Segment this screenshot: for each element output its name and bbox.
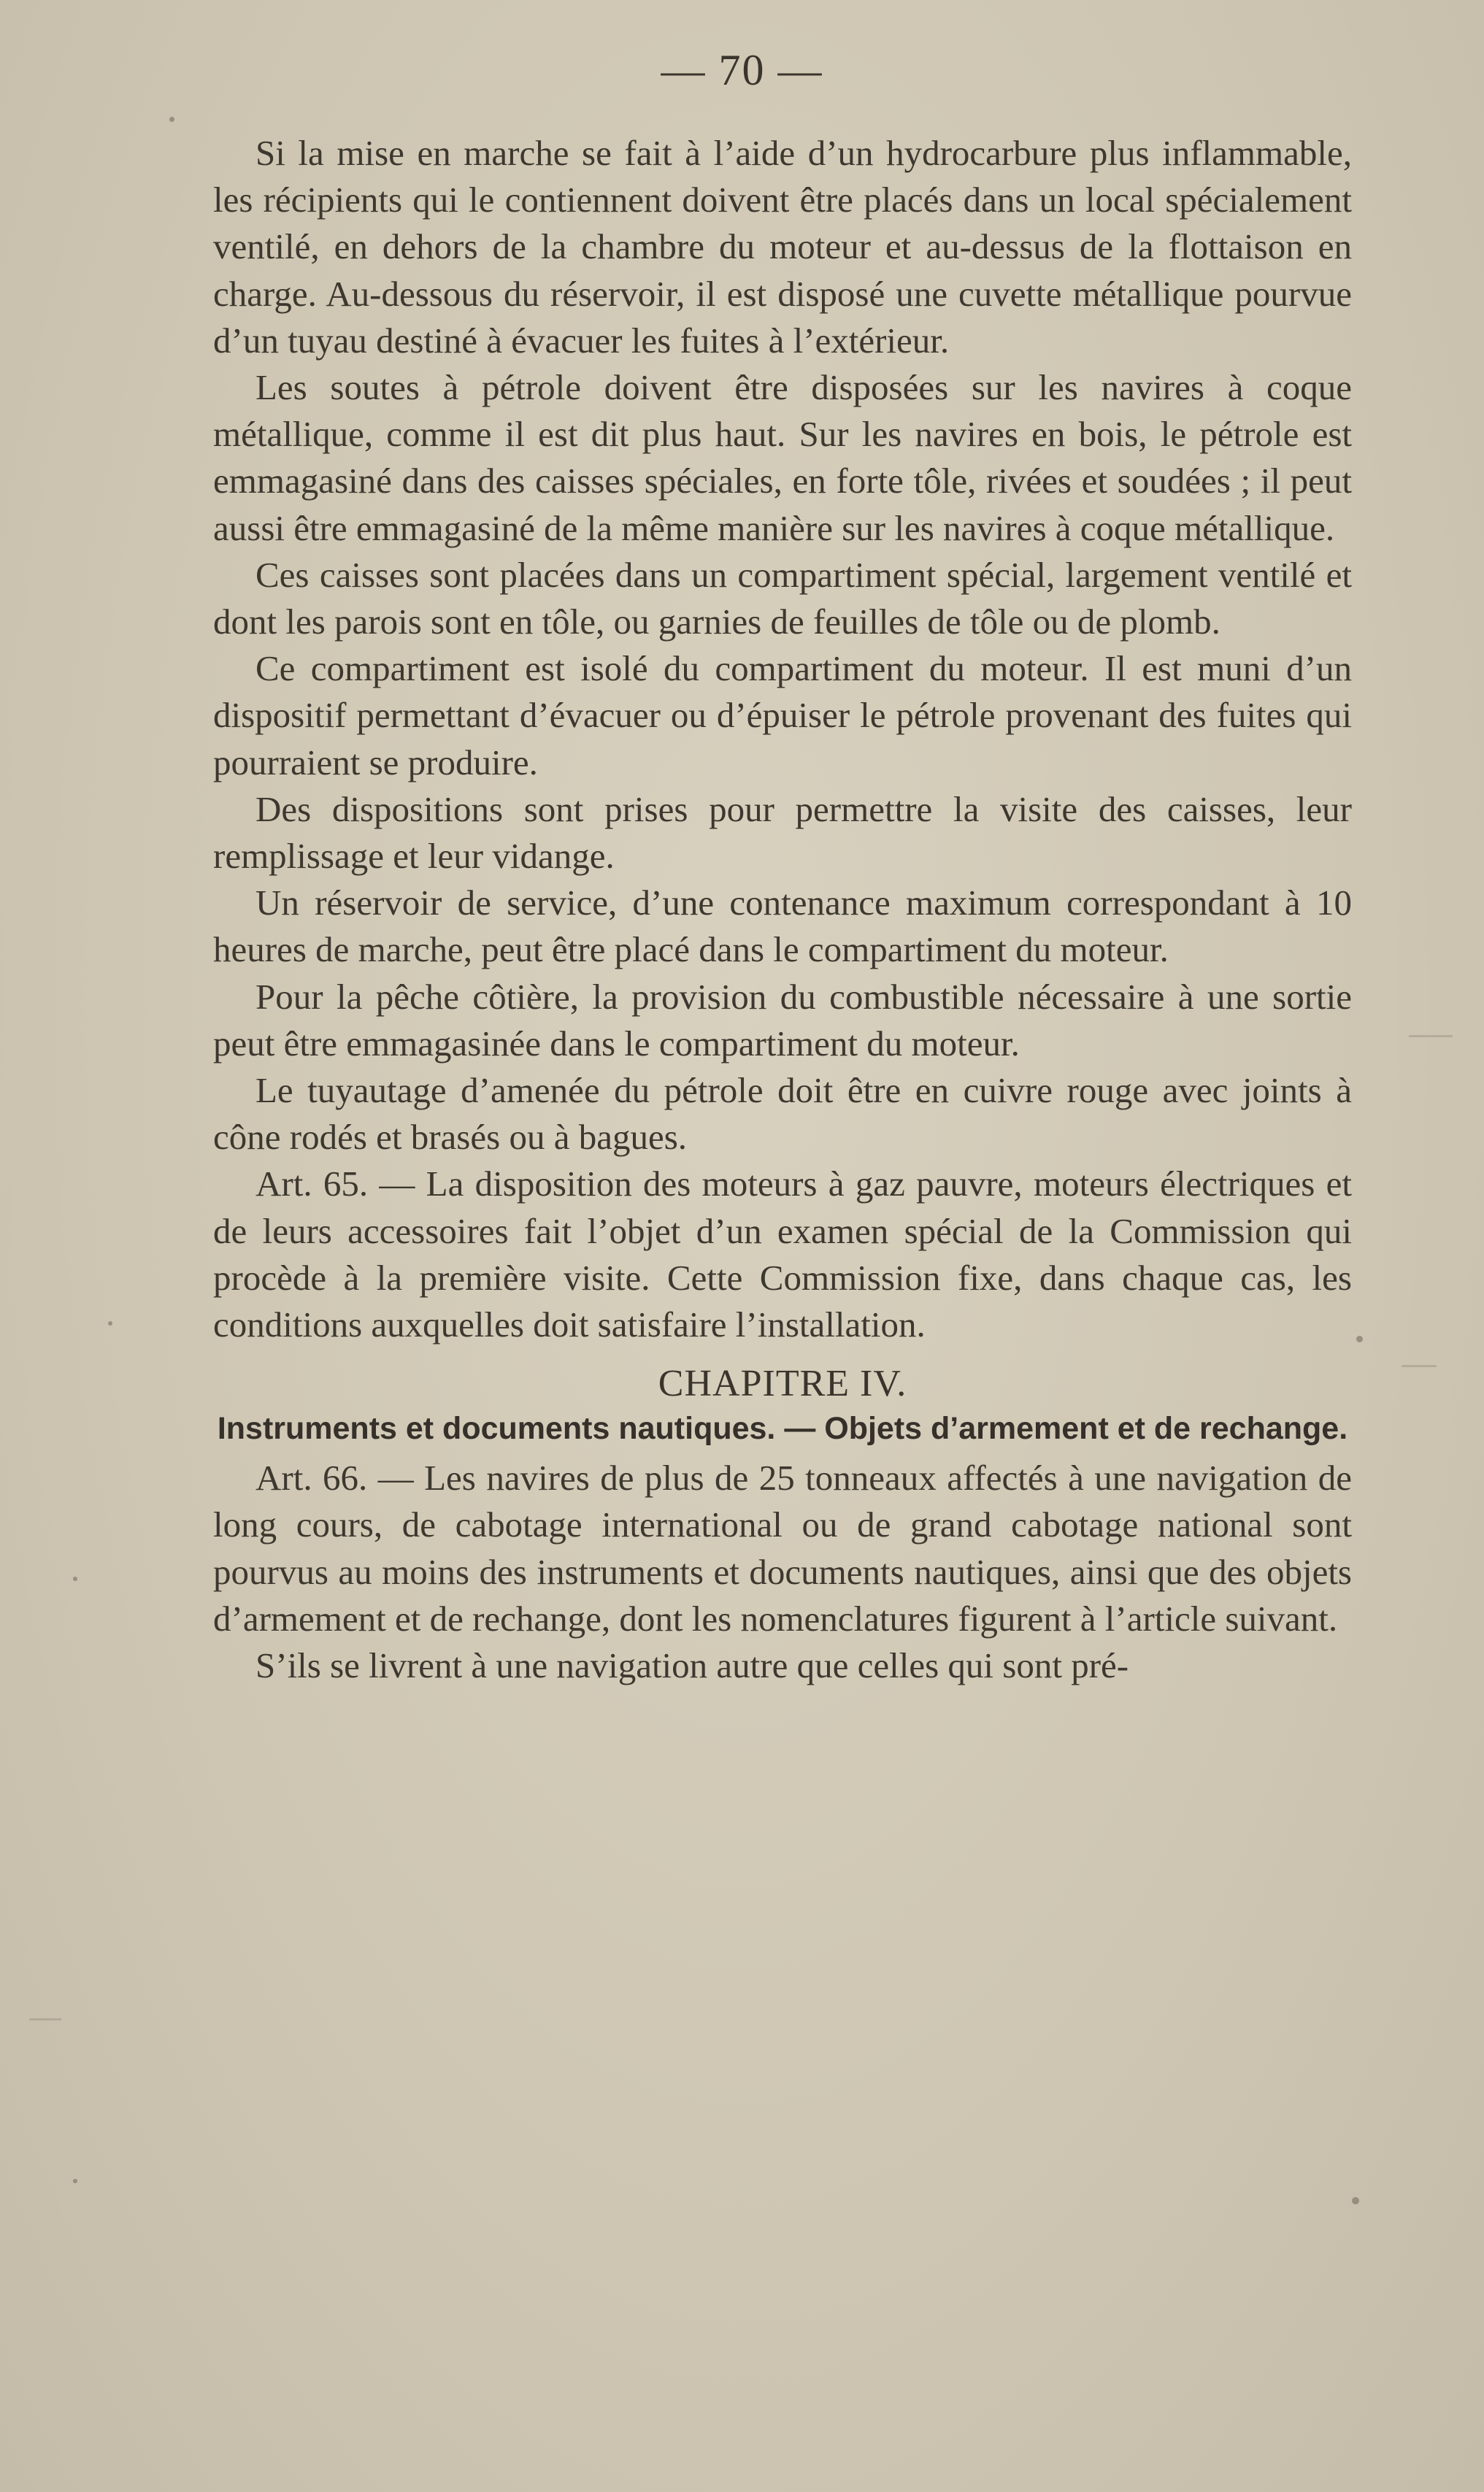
paragraph: Un réservoir de service, d’une contenance maximum correspondant à 10 heures de marche, peut être placé dans le compartiment du moteur. xyxy=(213,882,1352,970)
article-66: Art. 66. — Les navires de plus de 25 tonneaux affectés à une navigation de long cours, de cabotage international ou de grand cabotage national sont pourvus au moins des instruments et documents nautiques, ainsi que des objets d’armement et de rechange, dont les nomenclatures figurent à l’article suivant. xyxy=(213,1458,1352,1639)
page-number: — 70 — xyxy=(661,46,823,94)
paper-scuff xyxy=(1402,1365,1437,1367)
article-65: Art. 65. — La disposition des moteurs à gaz pauvre, moteurs électriques et de leurs accessoires fait l’objet d’un examen spécial de la Commission qui procède à la première visite. Cette Commission fixe, dans chaque cas, les conditions auxquelles doit satisfaire l’installation. xyxy=(213,1164,1352,1345)
paper-scuff xyxy=(1409,1035,1453,1037)
paragraph: Si la mise en marche se fait à l’aide d’un hydrocarbure plus inflammable, les récipients qui le contiennent doivent être placés dans un local spécialement ventilé, en dehors de la chambre du moteur et au-dessus de la flottaison en charge. Au-dessous du réservoir, il est disposé une cuvette métallique pourvue d’un tuyau destiné à évacuer les fuites à l’extérieur. xyxy=(213,133,1352,361)
paper-speck xyxy=(108,1321,112,1326)
chapter-heading: CHAPITRE IV. xyxy=(658,1363,907,1405)
paper-scuff xyxy=(29,2018,61,2020)
paper-speck xyxy=(1356,1336,1363,1342)
paragraph: Ces caisses sont placées dans un compartiment spécial, largement ventilé et dont les parois sont en tôle, ou garnies de feuilles de tôle ou de plomb. xyxy=(213,554,1352,642)
paragraph: Pour la pêche côtière, la provision du combustible nécessaire à une sortie peut être emmagasinée dans le compartiment du moteur. xyxy=(213,976,1352,1064)
paper-speck xyxy=(1352,2197,1359,2204)
body-text xyxy=(213,130,1352,1689)
paragraph: Le tuyautage d’amenée du pétrole doit être en cuivre rouge avec joints à cône rodés et brasés ou à bagues. xyxy=(213,1070,1352,1158)
paragraph: Des dispositions sont prises pour permettre la visite des caisses, leur remplissage et leur vidange. xyxy=(213,788,1352,877)
paragraph: Ce compartiment est isolé du compartiment du moteur. Il est muni d’un dispositif permettant d’évacuer ou d’épuiser le pétrole provenant des fuites qui pourraient se produire. xyxy=(213,648,1352,782)
chapter-subtitle: Instruments et documents nautiques. — Objets d’armement et de rechange. xyxy=(217,1411,1348,1447)
paper-speck xyxy=(73,2179,77,2183)
paper-speck xyxy=(169,117,174,122)
paper-speck xyxy=(73,1577,77,1581)
paragraph: S’ils se livrent à une navigation autre que celles qui sont pré- xyxy=(255,1645,1129,1686)
paragraph: Les soutes à pétrole doivent être disposées sur les navires à coque métallique, comme il est dit plus haut. Sur les navires en bois, le pétrole est emmagasiné dans des caisses spéciales, en forte tôle, rivées et soudées ; il peut aussi être emmagasiné de la même manière sur les navires à coque métallique. xyxy=(213,367,1352,548)
